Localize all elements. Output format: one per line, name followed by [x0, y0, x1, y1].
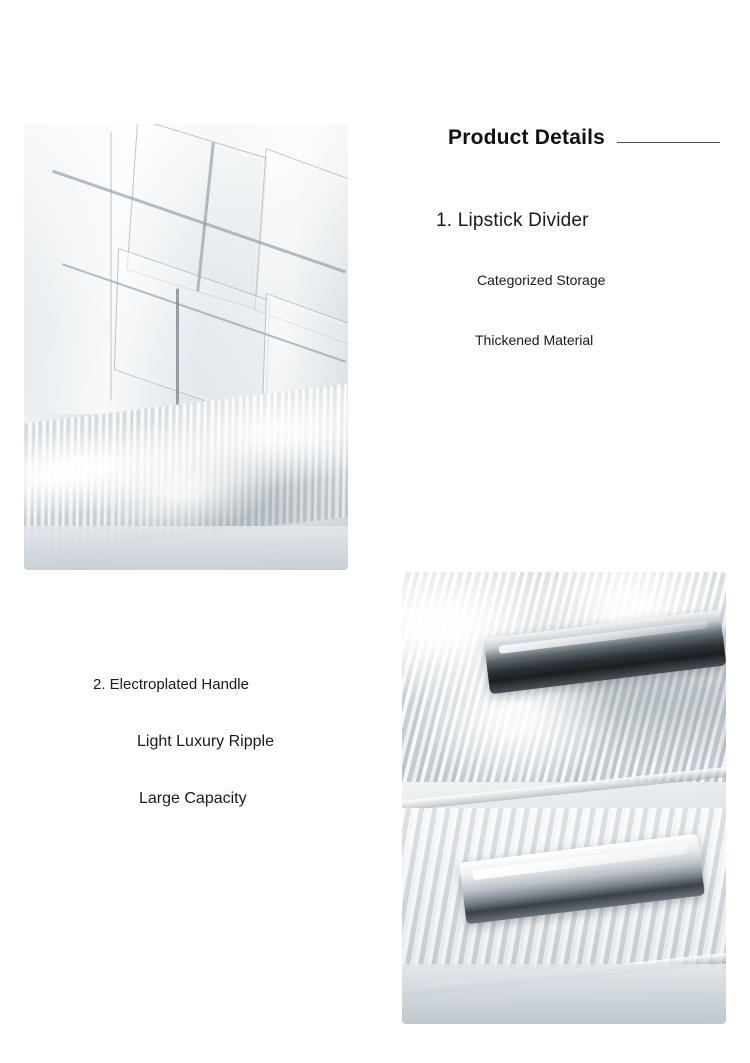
- page-title: Product Details: [448, 126, 606, 149]
- drawer-front: [402, 964, 726, 1024]
- drawer-base: [24, 526, 348, 570]
- divider-plate: [110, 132, 112, 401]
- section-2-feature-2: Large Capacity: [139, 790, 247, 807]
- product-photo-lipstick-divider: [24, 124, 348, 570]
- section-2-feature-1: Light Luxury Ripple: [137, 733, 274, 750]
- section-2-heading: 2. Electroplated Handle: [93, 676, 249, 693]
- section-1-feature-1: Categorized Storage: [477, 272, 606, 288]
- title-underline: [617, 142, 720, 143]
- section-1-heading: 1. Lipstick Divider: [436, 210, 589, 231]
- product-details-header: [448, 126, 720, 150]
- section-1-feature-2: Thickened Material: [475, 332, 594, 348]
- product-photo-electroplated-handles: [402, 572, 726, 1024]
